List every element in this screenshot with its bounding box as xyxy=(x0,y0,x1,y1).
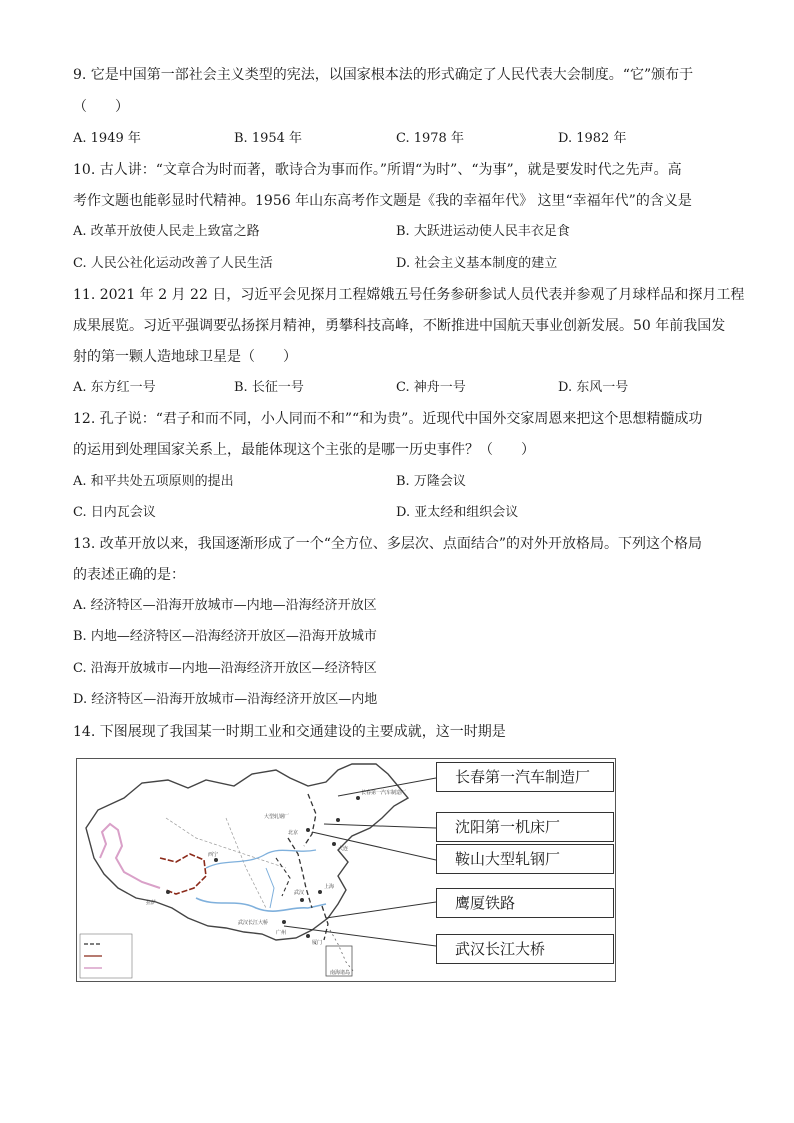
map-label-wuhan: 武汉 xyxy=(294,890,305,896)
q11-stem-line3: 射的第一颗人造地球卫星是（ ） xyxy=(73,349,297,365)
callout-shenyang: 沈阳第一机床厂 xyxy=(436,812,614,842)
map-label-angang: 大型轧钢厂 xyxy=(264,814,290,820)
q13-stem-line2: 的表述正确的是： xyxy=(73,567,185,583)
q12-option-d[interactable]: D. 亚太经和组织会议 xyxy=(396,505,519,520)
callout-anshan: 鞍山大型轧钢厂 xyxy=(436,844,614,874)
map-label-xining: 西宁 xyxy=(208,852,219,858)
q9-option-b[interactable]: B. 1954 年 xyxy=(234,131,303,146)
map-label-beijing: 北京 xyxy=(288,830,299,836)
q10-option-a[interactable]: A. 改革开放使人民走上致富之路 xyxy=(73,224,260,239)
q9-stem-line2: （ ） xyxy=(73,99,129,115)
map-label-xiamen: 厦门 xyxy=(312,940,323,946)
map-label-guangzhou: 广州 xyxy=(276,930,287,936)
q10-option-c[interactable]: C. 人民公社化运动改善了人民生活 xyxy=(73,256,273,271)
q11-option-b[interactable]: B. 长征一号 xyxy=(234,380,304,395)
q12-option-a[interactable]: A. 和平共处五项原则的提出 xyxy=(73,474,234,489)
map-label-dalian: 大连 xyxy=(338,846,349,852)
q10-stem-line1: 10. 古人讲：“文章合为时而著，歌诗合为事而作。”所谓“为时”、“为事”，就是要发时代之先声。高 xyxy=(73,162,682,178)
map-label-south-sea: 南海诸岛 xyxy=(330,970,351,976)
q11-option-d[interactable]: D. 东风一号 xyxy=(558,380,629,395)
q12-option-b[interactable]: B. 万隆会议 xyxy=(396,474,466,489)
map-label-changchun: 长春第一汽车制造厂 xyxy=(361,790,407,796)
q9-option-c[interactable]: C. 1978 年 xyxy=(396,131,464,146)
callout-changchun: 长春第一汽车制造厂 xyxy=(436,762,614,792)
q11-stem-line2: 成果展览。习近平强调要弘扬探月精神，勇攀科技高峰，不断推进中国航天事业创新发展。50 年前我国发 xyxy=(73,318,726,334)
callout-wuhan-bridge: 武汉长江大桥 xyxy=(436,934,614,964)
q13-stem-line1: 13. 改革开放以来，我国逐渐形成了一个“全方位、多层次、点面结合”的对外开放格局。下列这个格局 xyxy=(73,536,703,552)
q13-option-c[interactable]: C. 沿海开放城市—内地—沿海经济开放区—经济特区 xyxy=(73,661,377,676)
map-label-shanghai: 上海 xyxy=(324,884,335,890)
q12-stem-line1: 12. 孔子说：“君子和而不同，小人同而不和”“和为贵”。近现代中国外交家周恩来把这个思想精髓成功 xyxy=(73,411,703,427)
q13-option-a[interactable]: A. 经济特区—沿海开放城市—内地—沿海经济开放区 xyxy=(73,598,377,613)
q10-option-d[interactable]: D. 社会主义基本制度的建立 xyxy=(396,256,558,271)
q11-option-c[interactable]: C. 神舟一号 xyxy=(396,380,466,395)
q12-option-c[interactable]: C. 日内瓦会议 xyxy=(73,505,156,520)
q10-option-b[interactable]: B. 大跃进运动使人民丰衣足食 xyxy=(396,224,570,239)
q11-option-a[interactable]: A. 东方红一号 xyxy=(73,380,156,395)
q9-option-d[interactable]: D. 1982 年 xyxy=(558,131,627,146)
q14-stem: 14. 下图展现了我国某一时期工业和交通建设的主要成就，这一时期是 xyxy=(73,724,506,740)
q12-stem-line2: 的运用到处理国家关系上，最能体现这个主张的是哪一历史事件？（ ） xyxy=(73,442,535,458)
map-label-lhasa: 拉萨 xyxy=(146,900,157,906)
callout-yingxia: 鹰厦铁路 xyxy=(436,888,614,918)
q13-option-b[interactable]: B. 内地—经济特区—沿海经济开放区—沿海开放城市 xyxy=(73,629,377,644)
q9-stem-line1: 9. 它是中国第一部社会主义类型的宪法，以国家根本法的形式确定了人民代表大会制度。“它”颁布于 xyxy=(73,67,694,83)
map-label-bridge: 武汉长江大桥 xyxy=(238,920,269,926)
q10-stem-line2: 考作文题也能彰显时代精神。1956 年山东高考作文题是《我的幸福年代》 这里“幸福年代”的含义是 xyxy=(73,193,692,209)
q9-option-a[interactable]: A. 1949 年 xyxy=(73,131,141,146)
q13-option-d[interactable]: D. 经济特区—沿海开放城市—沿海经济开放区—内地 xyxy=(73,692,378,707)
q11-stem-line1: 11. 2021 年 2 月 22 日，习近平会见探月工程嫦娥五号任务参研参试人员代表并参观了月球样品和探月工程 xyxy=(73,287,745,303)
